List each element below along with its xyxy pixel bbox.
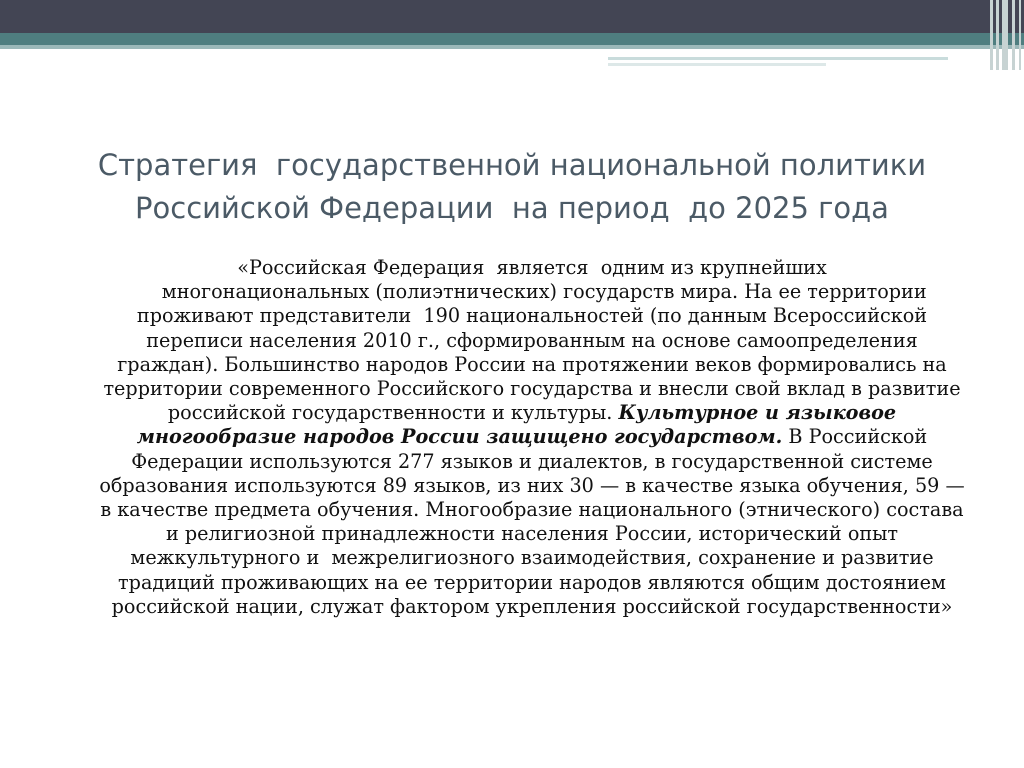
quote-text-part-1: «Российская Федерация является одним из крупнейших многонациональных (полиэтнических) государств мира. На ее территории проживают представители 190 национальностей (по данным Всероссийской переписи населения 2010 г., сформированным на основе самоопределения граждан). Большинство народов России на протяжении веков формировались на территории современного Российского государства и внесли свой вклад в развитие российской государственности и культуры. — [103, 256, 961, 425]
quote-text-part-2: В Российской Федерации используются 277 языков и диалектов, в государственной системе образования используются 89 языков, из них 30 — в качестве языка обучения, 59 — в качестве предмета обучения. Многообразие национального (этнического) состава и религиозной принадлежности населения России, исторический опыт межкультурного и межрелигиозного взаимодействия, сохранение и развитие традиций проживающих на ее территории народов являются общим достоянием российской нации, служат фактором укрепления российской государственности» — [99, 425, 971, 618]
header-accent-line — [608, 57, 948, 60]
header-accent-line-short — [608, 63, 826, 66]
slide-title: Стратегия государственной национальной политики Российской Федерации на период до 2025 года — [97, 148, 927, 225]
quote-emphasis: Культурное и языковое многообразие народов России защищено государством. — [136, 401, 903, 449]
header-dark-bar — [0, 0, 1024, 33]
header-teal-light-bar — [0, 45, 1024, 49]
header-teal-bar — [0, 33, 1024, 45]
quote-text — [96, 256, 971, 619]
corner-stripes-decoration — [990, 0, 1024, 70]
